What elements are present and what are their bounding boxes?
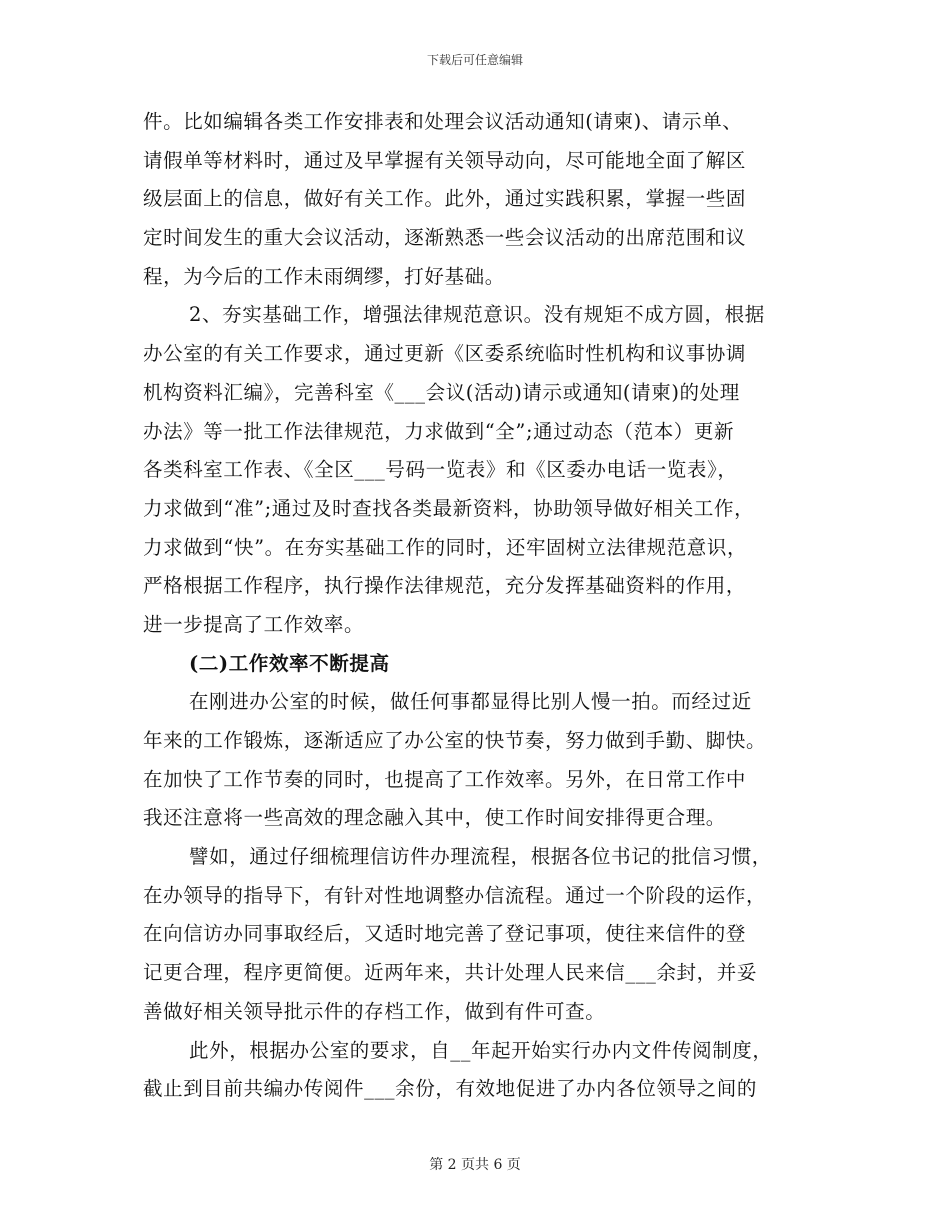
text-line: 办法》等一批工作法律规范，力求做到“全”;通过动态（范本）更新 bbox=[143, 419, 735, 443]
paragraph-start-line: 2、夯实基础工作，增强法律规范意识。没有规矩不成方圆，根据 bbox=[189, 303, 765, 327]
text-line: 在加快了工作节奏的同时，也提高了工作效率。另外，在日常工作中 bbox=[143, 767, 747, 791]
text-line: 我还注意将一些高效的理念融入其中，使工作时间安排得更合理。 bbox=[143, 806, 726, 830]
text-line: 力求做到“准”;通过及时查找各类最新资料，协助领导做好相关工作， bbox=[143, 496, 755, 520]
text-line: 年来的工作锻炼，逐渐适应了办公室的快节奏，努力做到手勤、脚快。 bbox=[143, 729, 767, 752]
text-line: 进一步提高了工作效率。 bbox=[143, 612, 365, 636]
section-heading: (二)工作效率不断提高 bbox=[189, 651, 390, 675]
document-body bbox=[143, 103, 811, 1109]
text-line: 力求做到“快”。在夯实基础工作的同时，还牢固树立法律规范意识， bbox=[143, 535, 748, 559]
text-line: 在办领导的指导下，有针对性地调整办信流程。通过一个阶段的运作， bbox=[143, 883, 767, 907]
paragraph-start-line: 在刚进办公室的时候，做任何事都显得比别人慢一拍。而经过近 bbox=[189, 690, 752, 714]
text-line: 记更合理，程序更简便。近两年来，共计处理人民来信___余封，并妥 bbox=[143, 961, 757, 985]
text-line: 严格根据工作程序，执行操作法律规范，充分发挥基础资料的作用， bbox=[143, 574, 747, 598]
text-line: 程，为今后的工作未雨绸缪，打好基础。 bbox=[143, 264, 505, 288]
paragraph-start-line: 譬如，通过仔细梳理信访件办理流程，根据各位书记的批信习惯， bbox=[189, 845, 772, 869]
text-line: 请假单等材料时，通过及早掌握有关领导动向，尽可能地全面了解区 bbox=[143, 148, 747, 172]
paragraph-start-line: 此外，根据办公室的要求，自__年起开始实行办内文件传阅制度， bbox=[189, 1038, 773, 1062]
text-line: 办公室的有关工作要求，通过更新《区委系统临时性机构和议事协调 bbox=[143, 342, 747, 366]
page-header: 下载后可任意编辑 bbox=[426, 53, 523, 67]
text-line: 截止到目前共编办传阅件___余份，有效地促进了办内各位领导之间的 bbox=[143, 1077, 757, 1101]
text-line: 各类科室工作表、《全区___号码一览表》和《区委办电话一览表》， bbox=[143, 458, 738, 482]
text-line: 善做好相关领导批示件的存档工作，做到有件可查。 bbox=[143, 999, 606, 1023]
page-number: 第 2 页共 6 页 bbox=[429, 1157, 521, 1173]
text-line: 级层面上的信息，做好有关工作。此外，通过实践积累，掌握一些固 bbox=[143, 187, 747, 211]
text-line: 定时间发生的重大会议活动，逐渐熟悉一些会议活动的出席范围和议 bbox=[143, 226, 747, 250]
text-line: 件。比如编辑各类工作安排表和处理会议活动通知(请柬)、请示单、 bbox=[143, 110, 743, 133]
text-line: 机构资料汇编》，完善科室《___会议(活动)请示或通知(请柬)的处理 bbox=[143, 380, 740, 404]
text-line: 在向信访办同事取经后，又适时地完善了登记事项，使往来信件的登 bbox=[143, 922, 747, 946]
